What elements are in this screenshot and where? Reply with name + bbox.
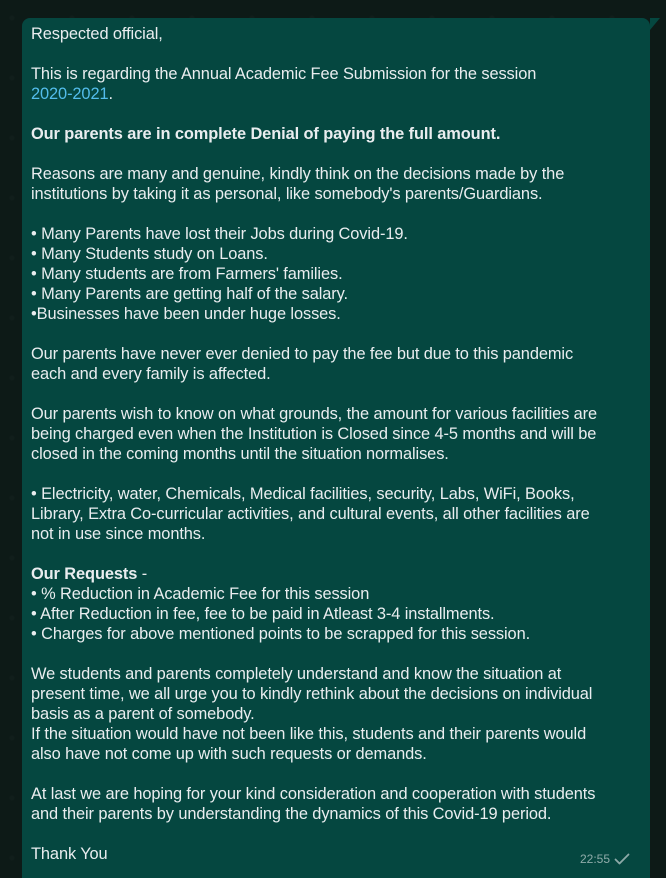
grounds-line: being charged even when the Institution is Closed since 4-5 months and will be — [31, 425, 597, 443]
denial-statement: Our parents are in complete Denial of paying the full amount. — [31, 125, 501, 143]
list-item: • Many Students study on Loans. — [31, 245, 268, 263]
facilities-line: not in use since months. — [31, 525, 206, 543]
grounds-paragraph — [31, 404, 641, 464]
message-meta — [580, 852, 630, 866]
intro-paragraph — [31, 64, 641, 104]
single-check-icon — [614, 853, 630, 865]
message-bubble[interactable] — [22, 18, 650, 878]
understand-line: present time, we all urge you to kindly rethink about the decisions on individual — [31, 685, 593, 703]
hope-line: At last we are hoping for your kind consideration and cooperation with students — [31, 785, 596, 803]
grounds-line: Our parents wish to know on what grounds, the amount for various facilities are — [31, 405, 598, 423]
session-link[interactable]: 2020-2021 — [31, 85, 109, 103]
understand-line: If the situation would have not been like this, students and their parents would — [31, 725, 587, 743]
list-item: • Many Parents have lost their Jobs during Covid-19. — [31, 225, 408, 243]
understand-paragraph — [31, 664, 641, 764]
list-item: • Many students are from Farmers' families. — [31, 265, 343, 283]
facilities-line: • Electricity, water, Chemicals, Medical facilities, security, Labs, WiFi, Books, — [31, 485, 575, 503]
understand-line: also have not come up with such requests or demands. — [31, 745, 427, 763]
pandemic-line: Our parents have never ever denied to pay the fee but due to this pandemic — [31, 345, 574, 363]
understand-line: We students and parents completely understand and know the situation at — [31, 665, 562, 683]
intro-text: This is regarding the Annual Academic Fee Submission for the session — [31, 65, 537, 83]
facilities-paragraph — [31, 484, 641, 544]
list-item: • % Reduction in Academic Fee for this session — [31, 585, 370, 603]
list-item: • After Reduction in fee, fee to be paid in Atleast 3-4 installments. — [31, 605, 495, 623]
list-item: •Businesses have been under huge losses. — [31, 305, 341, 323]
message-text — [31, 24, 641, 864]
greeting: Respected official, — [31, 25, 163, 43]
facilities-line: Library, Extra Co-curricular activities, and cultural events, all other facilities are — [31, 505, 590, 523]
pandemic-line: each and every family is affected. — [31, 365, 271, 383]
intro-suffix: . — [108, 85, 113, 103]
list-item: • Many Parents are getting half of the salary. — [31, 285, 348, 303]
list-item: • Charges for above mentioned points to be scrapped for this session. — [31, 625, 531, 643]
closing: Thank You — [31, 845, 108, 863]
understand-line: basis as a parent of somebody. — [31, 705, 255, 723]
hope-paragraph — [31, 784, 641, 824]
reasons-list — [31, 224, 641, 324]
reasons-line: Reasons are many and genuine, kindly think on the decisions made by the — [31, 165, 565, 183]
requests-heading: Our Requests — [31, 565, 138, 583]
reasons-paragraph — [31, 164, 641, 204]
reasons-line: institutions by taking it as personal, like somebody's parents/Guardians. — [31, 185, 543, 203]
requests-section — [31, 564, 641, 644]
message-time: 22:55 — [579, 852, 610, 866]
requests-dash: - — [137, 565, 148, 583]
hope-line: and their parents by understanding the dynamics of this Covid-19 period. — [31, 805, 552, 823]
pandemic-paragraph — [31, 344, 641, 384]
bubble-tail — [650, 18, 660, 30]
grounds-line: closed in the coming months until the situation normalises. — [31, 445, 449, 463]
